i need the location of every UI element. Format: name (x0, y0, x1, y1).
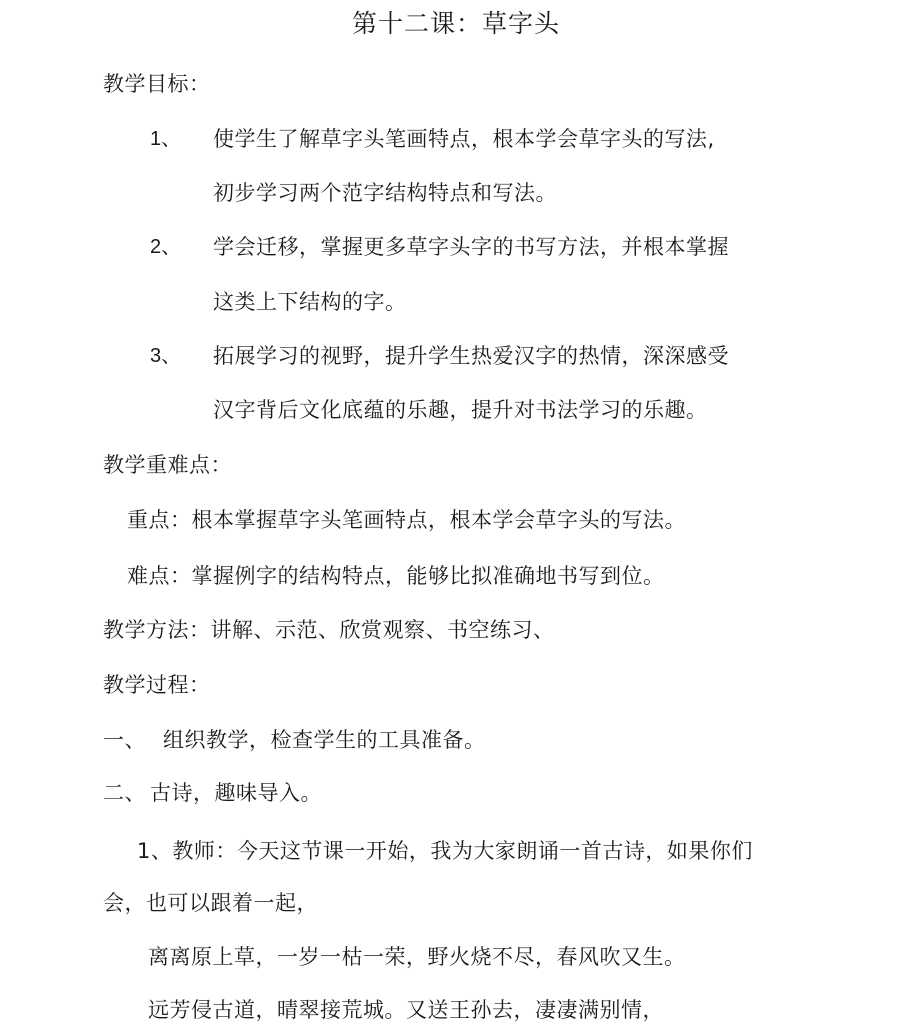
difficult-point: 难点：掌握例字的结构特点，能够比拟准确地书写到位。 (127, 564, 665, 588)
step-text-1: 组织教学，检查学生的工具准备。 (163, 728, 486, 752)
poem-line-1: 离离原上草，一岁一枯一荣，野火烧不尽，春风吹又生。 (148, 945, 686, 969)
objective-number-3: 3、 (150, 345, 182, 367)
objective-2-line-1: 学会迁移，掌握更多草字头字的书写方法，并根本掌握 (213, 235, 729, 259)
objective-2-line-2: 这类上下结构的字。 (213, 290, 407, 314)
document-title: 第十二课：草字头 (352, 9, 561, 38)
objective-3-line-1: 拓展学习的视野，提升学生热爱汉字的热情，深深感受 (213, 344, 729, 368)
step-text-2: 古诗，趣味导入。 (150, 781, 322, 805)
objective-3-line-2: 汉字背后文化底蕴的乐趣，提升对书法学习的乐趣。 (213, 398, 708, 422)
step-number-1: 一、 (103, 728, 146, 752)
objective-number-1: 1、 (150, 128, 182, 150)
objective-number-2: 2、 (150, 236, 182, 258)
teacher-intro-line-2: 会，也可以跟着一起， (103, 891, 318, 915)
objective-1-line-1: 使学生了解草字头笔画特点，根本学会草字头的写法, (213, 127, 715, 151)
process-heading: 教学过程： (103, 673, 211, 697)
key-point: 重点：根本掌握草字头笔画特点，根本学会草字头的写法。 (127, 508, 686, 532)
key-points-heading: 教学重难点： (103, 453, 232, 477)
step-number-2: 二、 (103, 781, 146, 805)
poem-line-2: 远芳侵古道，晴翠接荒城。又送王孙去，凄凄满别情， (148, 998, 664, 1022)
teaching-methods: 教学方法：讲解、示范、欣赏观察、书空练习、 (103, 618, 555, 642)
objective-1-line-2: 初步学习两个范字结构特点和写法。 (213, 181, 557, 205)
objectives-heading: 教学目标： (103, 72, 211, 96)
teacher-intro-line-1: 1、教师：今天这节课一开始，我为大家朗诵一首古诗，如果你们 (137, 839, 753, 863)
